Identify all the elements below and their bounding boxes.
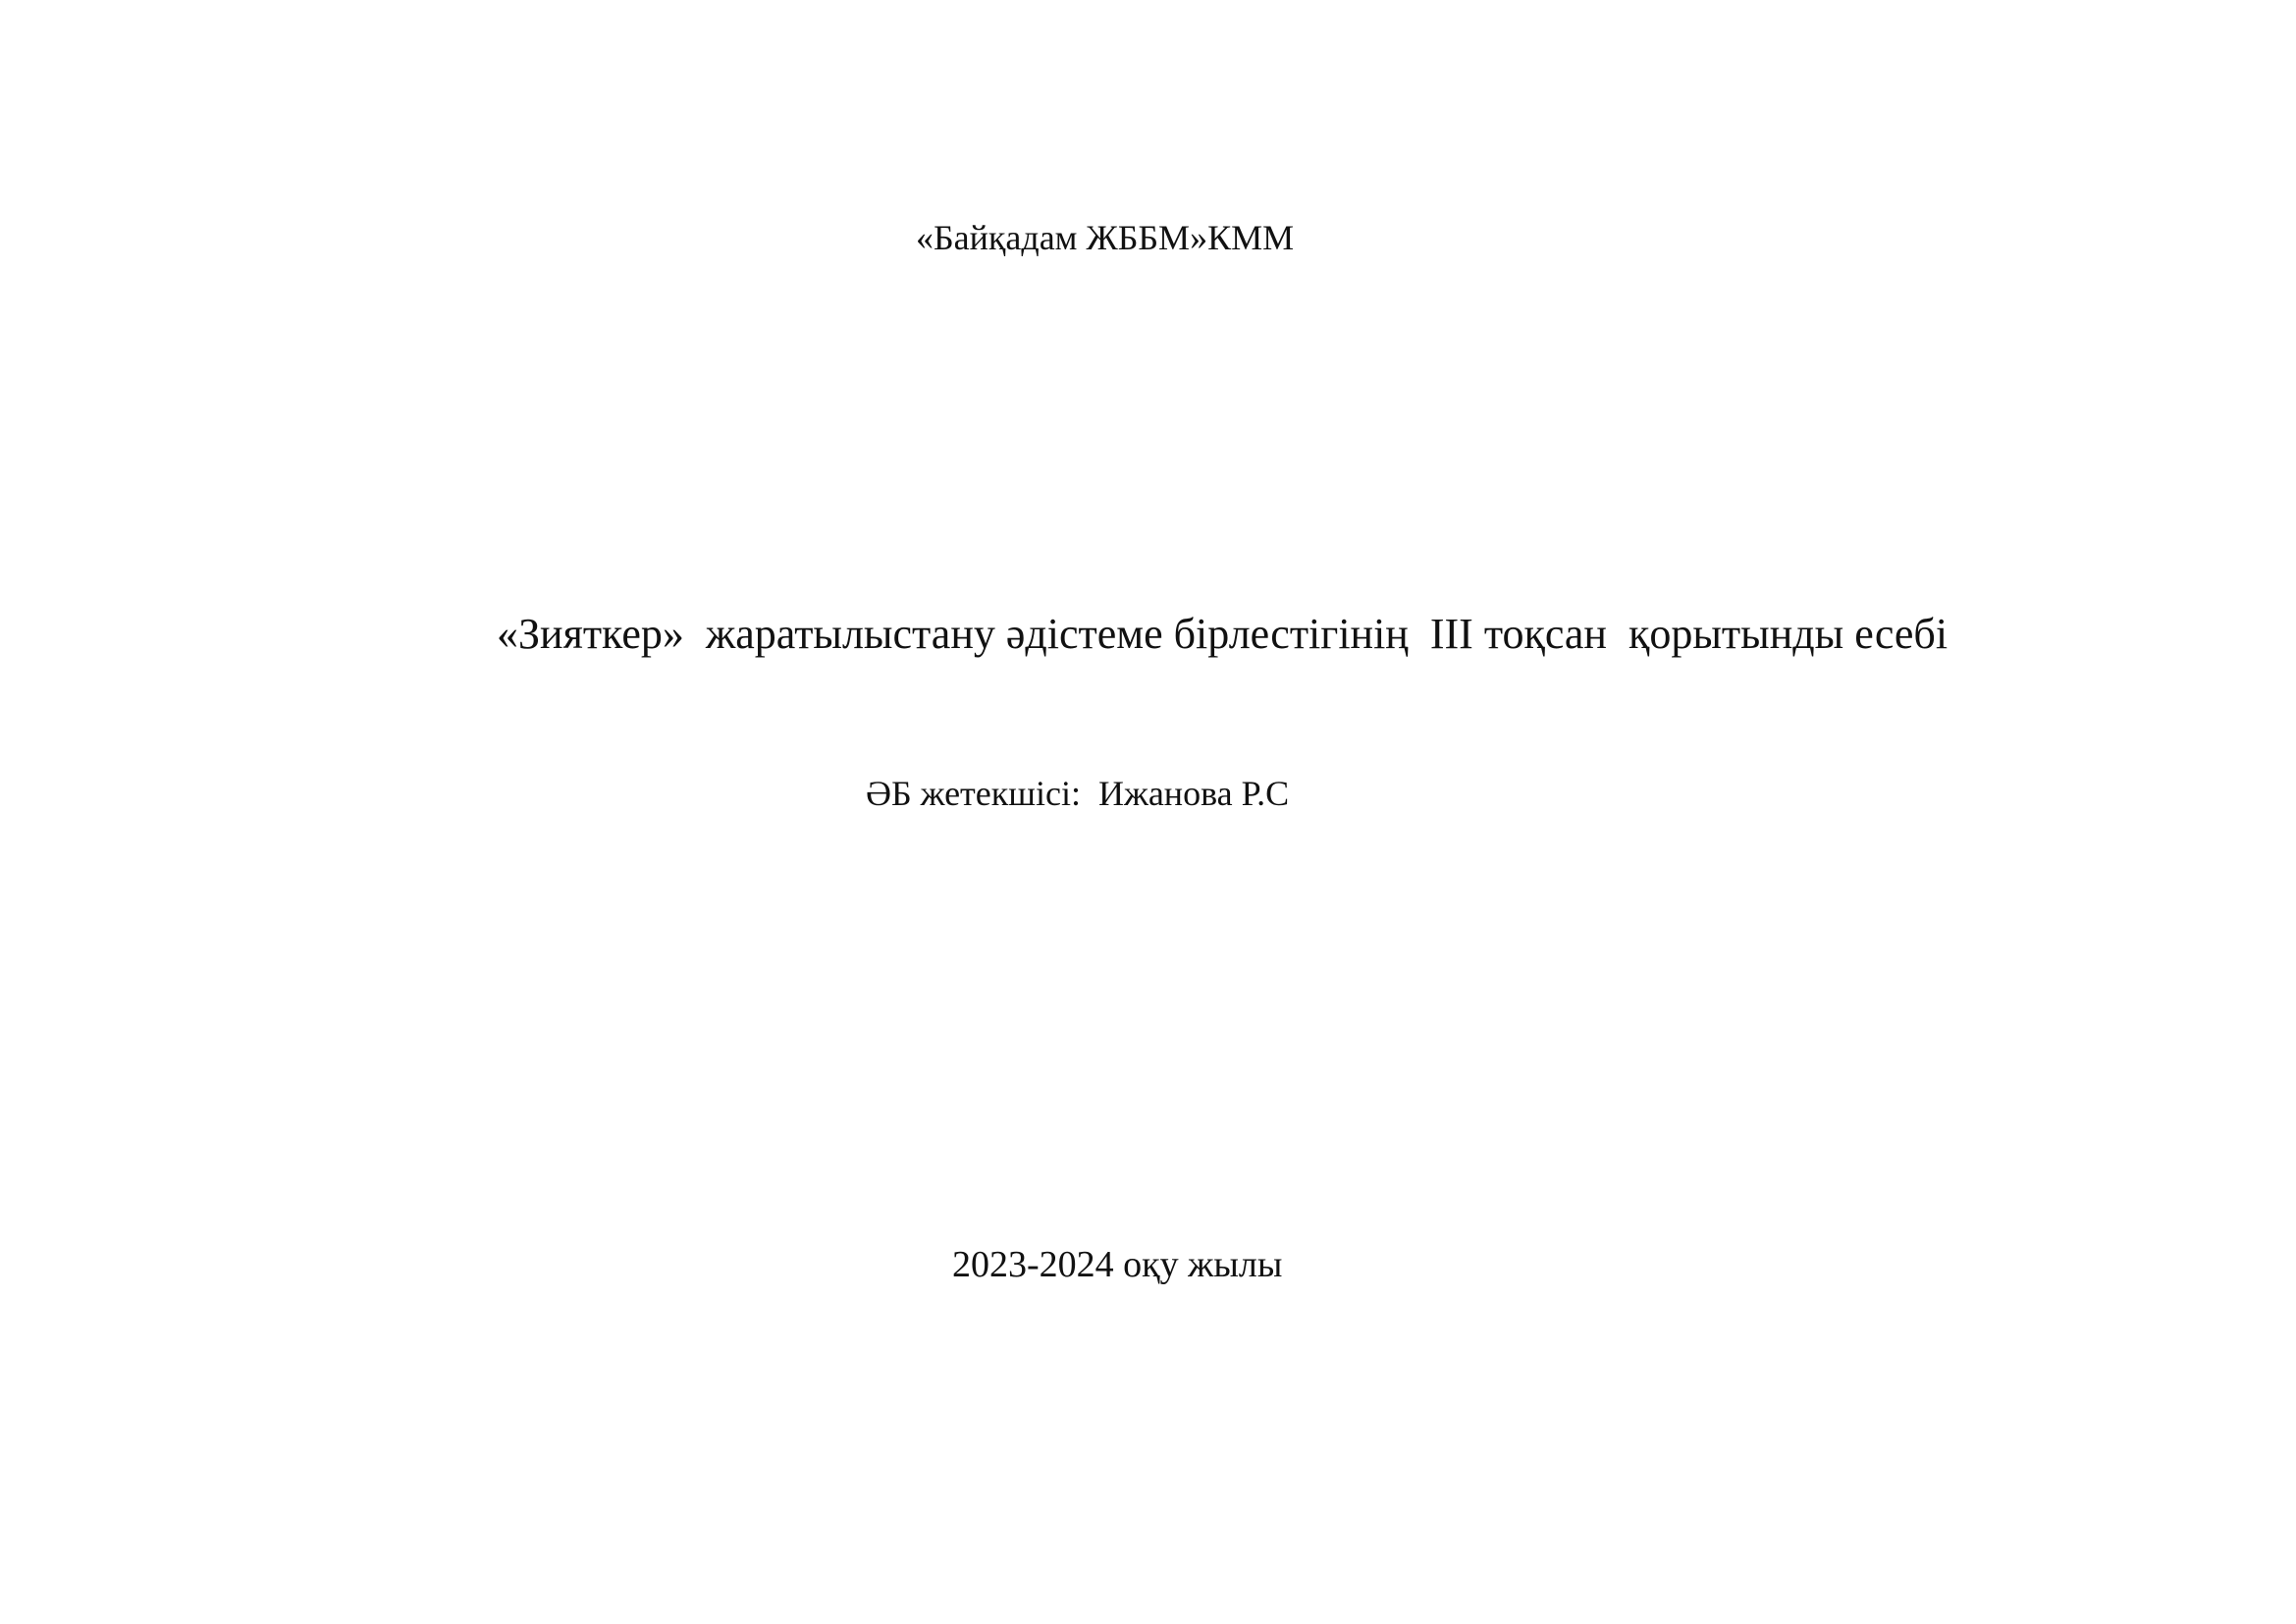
academic-year: 2023-2024 оқу жылы [952,1244,1283,1285]
methodical-association-leader: ӘБ жетекшісі: Ижанова Р.С [866,774,1290,813]
organization-name: «Байқадам ЖББМ»КММ [916,218,1295,257]
report-title: «Зияткер» жаратылыстану әдістеме бірлестігінің ІІІ тоқсан қорытынды есебі [497,610,1949,658]
